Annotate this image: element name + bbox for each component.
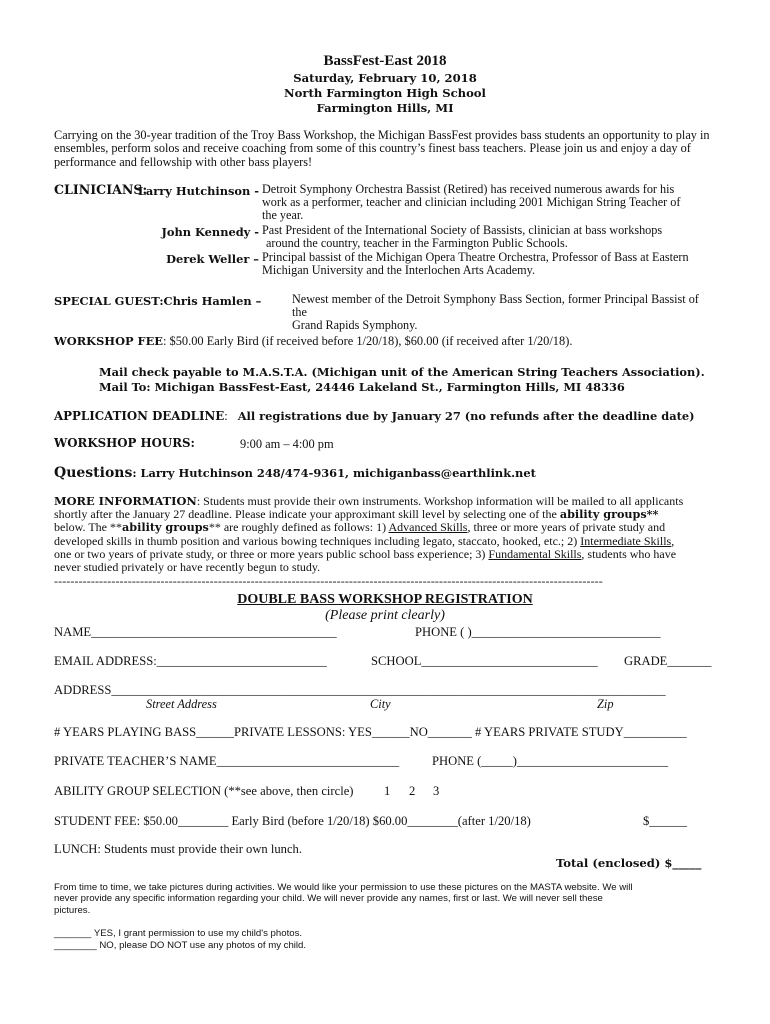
phone-field[interactable]: PHONE ( )______________________________ [415, 625, 661, 639]
registration-title: DOUBLE BASS WORKSHOP REGISTRATION [237, 592, 533, 607]
clinicians-label: CLINICIANS: [54, 182, 148, 197]
clinician-description: Principal bassist of the Michigan Opera Theatre Orchestra, Professor of Bass at Eastern Michigan University and the Interlochen Arts Academy. [262, 250, 689, 278]
registration-subtitle: (Please print clearly) [325, 608, 445, 623]
student-fee-line[interactable]: STUDENT FEE: $50.00________ Early Bird (before 1/20/18) $60.00________(after 1/20/18) [54, 814, 531, 828]
ability-option-1[interactable]: 1 [384, 784, 391, 798]
school-field[interactable]: SCHOOL____________________________ [371, 654, 598, 668]
page-title: BassFest-East 2018 [323, 53, 447, 69]
special-guest-label: SPECIAL GUEST:Chris Hamlen – [54, 294, 262, 308]
fee-total-field[interactable]: $______ [643, 814, 688, 828]
zip-caption: Zip [597, 697, 614, 711]
clinician-description: Past President of the International Society of Bassists, clinician at bass workshops around the country, teacher in the Farmington Public Schools. [262, 223, 663, 251]
email-field[interactable]: EMAIL ADDRESS:___________________________ [54, 654, 327, 668]
address-field[interactable]: ADDRESS________________________________________________________________________________________ [54, 683, 666, 697]
clinician-name: Larry Hutchinson - [137, 184, 259, 198]
ability-group-label: ABILITY GROUP SELECTION (**see above, then circle) [54, 784, 354, 798]
ability-option-2[interactable]: 2 [409, 784, 416, 798]
event-date: Saturday, February 10, 2018 [293, 71, 477, 85]
questions-line: Questions: Larry Hutchinson 248/474-9361, michiganbass@earthlink.net [54, 465, 536, 481]
workshop-fee-line: WORKSHOP FEE: $50.00 Early Bird (if received before 1/20/18), $60.00 (if received after 1/20/18). [54, 334, 573, 348]
lunch-note: LUNCH: Students must provide their own lunch. [54, 842, 303, 856]
name-field[interactable]: NAME_______________________________________ [54, 625, 337, 639]
special-guest-description: Newest member of the Detroit Symphony Bass Section, former Principal Bassist of the Grand Rapids Symphony. [292, 292, 699, 333]
private-teacher-field[interactable]: PRIVATE TEACHER’S NAME_____________________________ [54, 754, 400, 768]
teacher-phone-field[interactable]: PHONE (_____)________________________ [432, 754, 669, 768]
event-city: Farmington Hills, MI [316, 101, 454, 115]
years-lessons-line[interactable]: # YEARS PLAYING BASS______PRIVATE LESSONS: YES______NO_______ # YEARS PRIVATE STUDY__________ [54, 725, 687, 739]
photo-yes-option[interactable]: _______ YES, I grant permission to use my child's photos. [54, 928, 303, 939]
city-caption: City [370, 697, 391, 711]
mail-address: Mail To: Michigan BassFest-East, 24446 Lakeland St., Farmington Hills, MI 48336 [99, 380, 625, 394]
street-caption: Street Address [146, 697, 217, 711]
more-information: MORE INFORMATION: Students must provide their own instruments. Workshop information will be mailed to all applicants shortly after the January 27 deadline. Please indicate your approximant skill level by selecting one of the ability groups** below. The **ability groups** are roughly defined as follows: 1) Advanced Skills, three or more years of private study and developed skills in thumb position and various bowing techniques including legato, staccato, hooked, etc.; 2) Intermediate Skills, one or two years of private study, or three or more years public school bass experience; 3) Fundamental Skills, students who have never studied privately or have recently begun to study. [54, 494, 684, 575]
ability-option-3[interactable]: 3 [433, 784, 440, 798]
clinician-name: Derek Weller – [166, 252, 259, 266]
mail-payable: Mail check payable to M.A.S.T.A. (Michigan unit of the American String Teachers Association). [99, 365, 705, 379]
workshop-hours: 9:00 am – 4:00 pm [240, 437, 334, 451]
clinician-description: Detroit Symphony Orchestra Bassist (Retired) has received numerous awards for his work as a performer, teacher and clinician including 2001 Michigan String Teacher of the year. [262, 182, 681, 223]
intro-paragraph: Carrying on the 30-year tradition of the Troy Bass Workshop, the Michigan BassFest provides bass students an opportunity to play in ensembles, perform solos and receive coaching from some of this country’s finest bass teachers. Please join us and enjoy a day of performance and fellowship with other bass players! [54, 128, 710, 169]
workshop-hours-label: WORKSHOP HOURS: [54, 436, 195, 450]
photo-no-option[interactable]: ________ NO, please DO NOT use any photos of my child. [54, 940, 307, 951]
grade-field[interactable]: GRADE_______ [624, 654, 712, 668]
divider: -------------------------------------------------------------------------------------------------------------------------------------- [54, 574, 603, 588]
photo-permission-note: From time to time, we take pictures during activities. We would like your permission to use these pictures on the MASTA website. We will never provide any specific information regarding your child. We will never provide any names, first or last. We will never sell these pictures. [54, 882, 633, 916]
application-deadline: APPLICATION DEADLINE: All registrations due by January 27 (no refunds after the deadline date) [54, 409, 695, 423]
clinician-name: John Kennedy - [161, 225, 259, 239]
event-venue: North Farmington High School [284, 86, 486, 100]
total-enclosed-field[interactable]: Total (enclosed) $_____ [556, 856, 702, 870]
